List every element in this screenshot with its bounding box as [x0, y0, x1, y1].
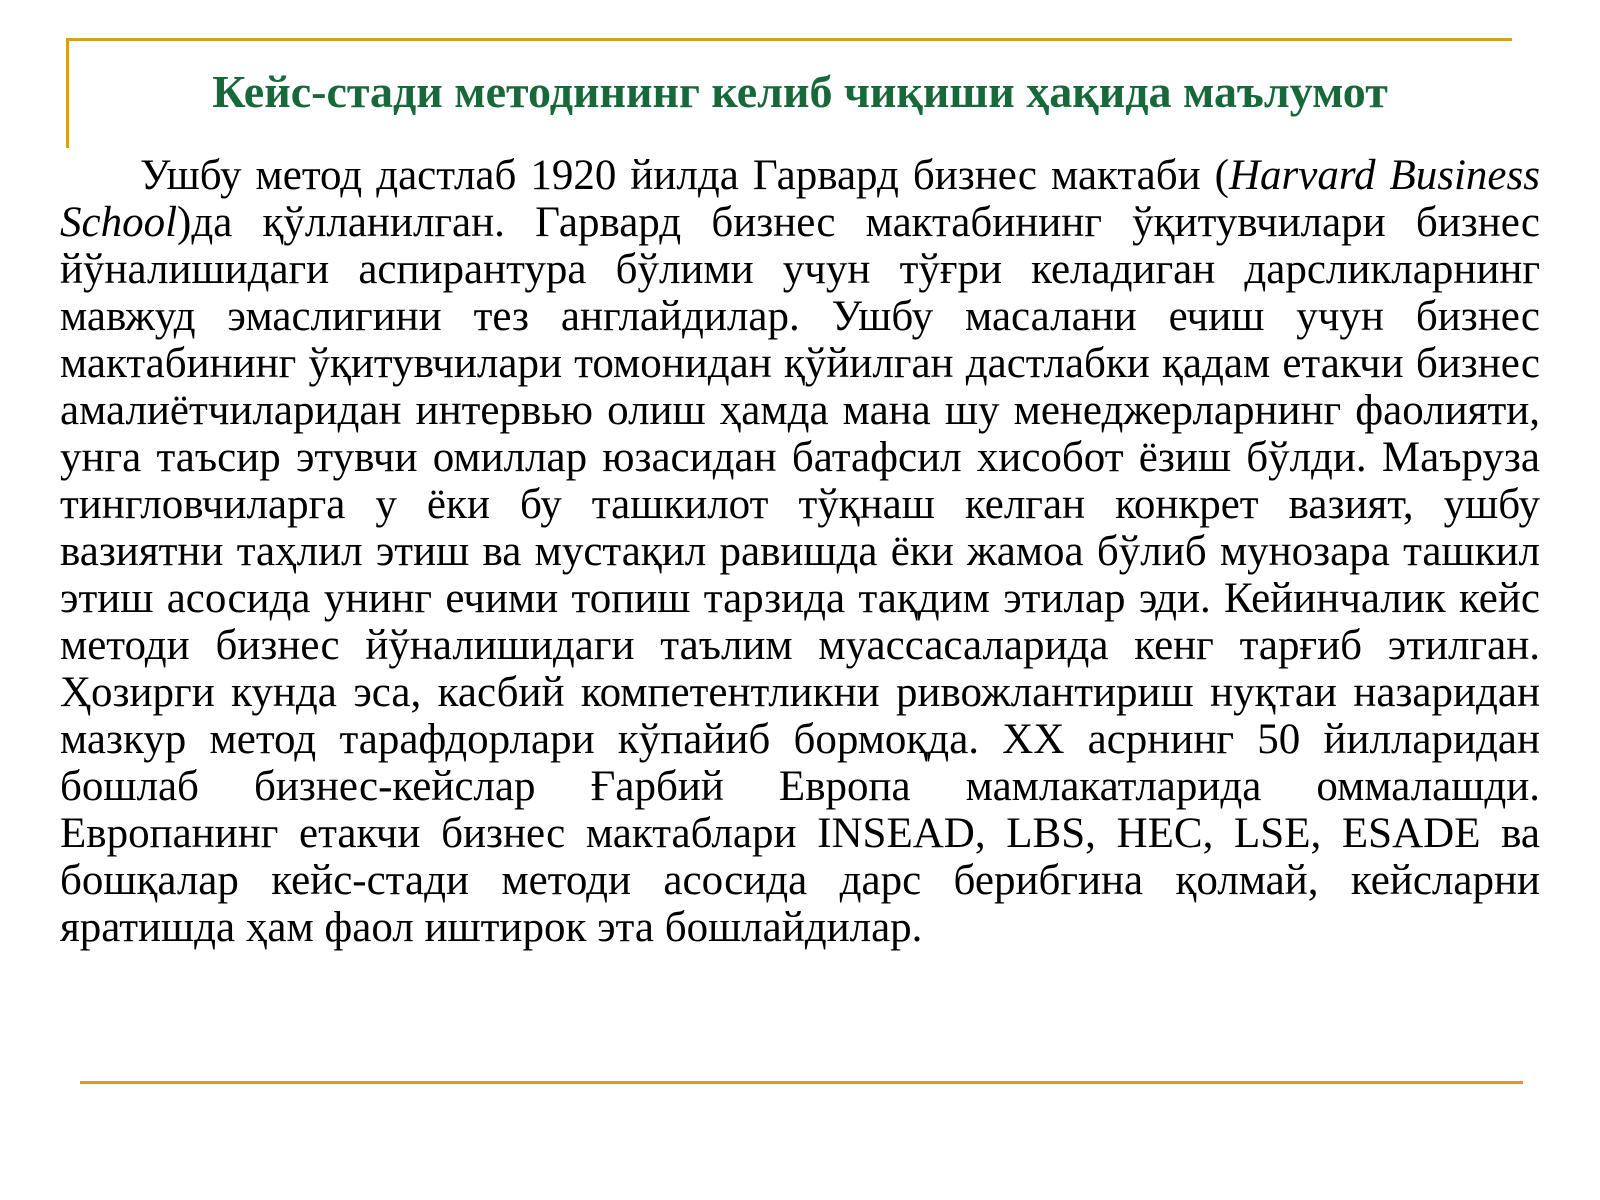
slide-title: Кейс-стади методининг келиб чиқиши ҳақида маълумот	[212, 66, 1388, 117]
paragraph-text-rest: )да қўлланилган. Гарвард бизнес мактабининг ўқитувчилари бизнес йўналишидаги аспирантура бўлими учун тўғри келадиган дарсликларнинг мавжуд эмаслигини тез англайдилар. Ушбу масалани ечиш учун бизнес мактабининг ўқитувчилари томонидан қўйилган дастлабки қадам етакчи бизнес амалиётчиларидан интервью олиш ҳамда мана шу менеджерларнинг фаолияти, унга таъсир этувчи омиллар юзасидан батафсил хисобот ёзиш бўлди. Маъруза тингловчиларга у ёки бу ташкилот тўқнаш келган конкрет вазият, ушбу вазиятни таҳлил этиш ва мустақил равишда ёки жамоа бўлиб мунозара ташкил этиш асосида унинг ечими топиш тарзида тақдим этилар эди. Кейинчалик кейс методи бизнес йўналишидаги таълим муассасаларида кенг тарғиб этилган. Ҳозирги кунда эса, касбий компетентликни ривожлантириш нуқтаи назаридан мазкур метод тарафдорлари кўпайиб бормоқда. XX асрнинг 50 йилларидан бошлаб бизнес-кейслар Ғарбий Европа мамлакатларида оммалашди. Европанинг етакчи бизнес мактаблари INSEAD, LBS, HEC, LSE, ESADE ва бошқалар кейс-стади методи асосида дарс берибгина қолмай, кейсларни яратишда ҳам фаол иштирок эта бошлайдилар.	[60, 199, 1540, 951]
paragraph-text-start: Ушбу метод дастлаб 1920 йилда Гарвард бизнес мактаби (	[140, 152, 1229, 199]
bottom-accent-line	[80, 1081, 1523, 1084]
top-accent-line	[66, 38, 1512, 41]
left-accent-line	[66, 38, 69, 148]
paragraph-italic-term: Harvard Business School	[60, 152, 1540, 246]
body-paragraph	[60, 152, 1540, 951]
